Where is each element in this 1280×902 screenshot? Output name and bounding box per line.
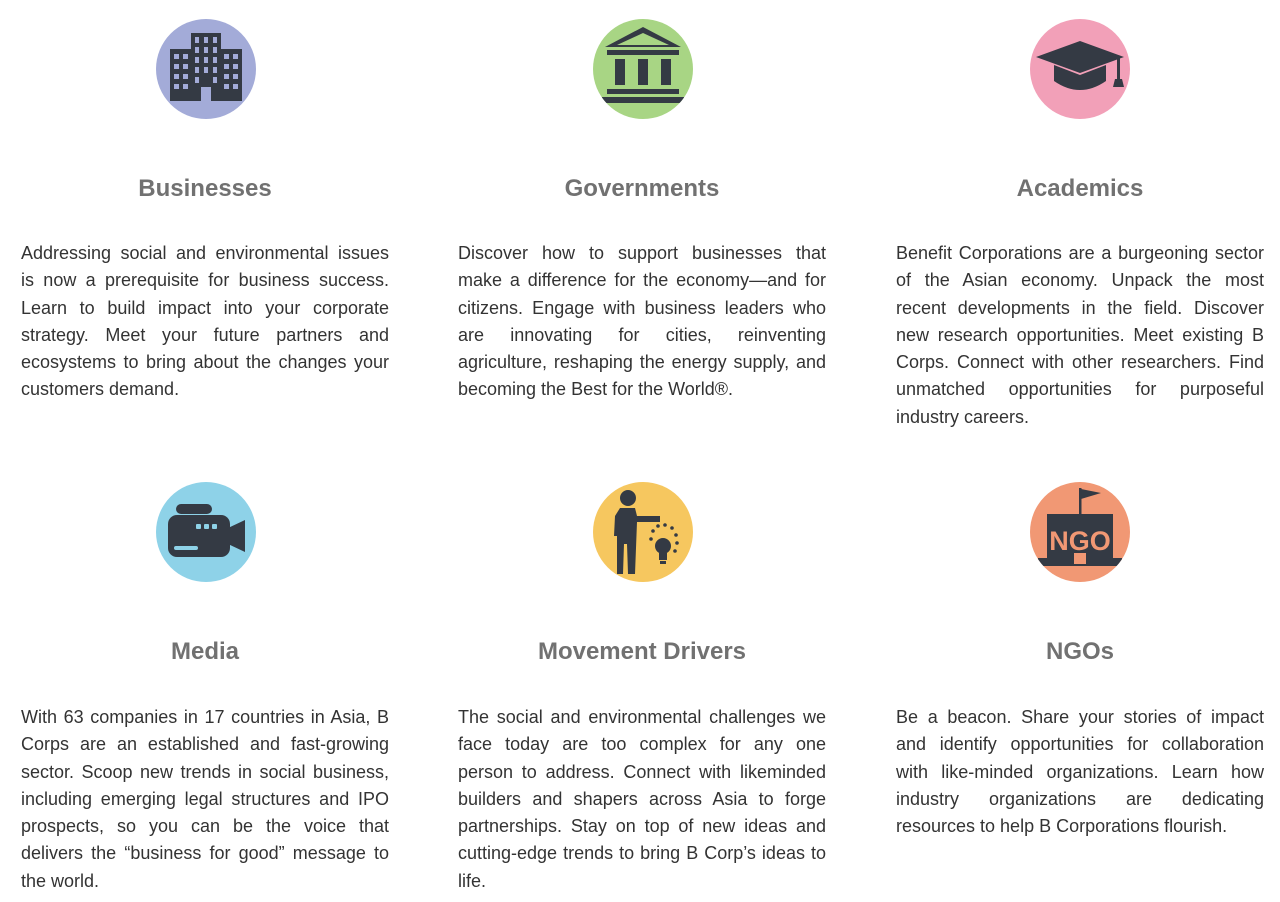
office-building-icon	[156, 19, 256, 119]
card-title: Academics	[1016, 175, 1144, 202]
card-description: With 63 companies in 17 countries in Asia, B Corps are an established and fast-growing sector. Scoop new trends in social business, including emerging legal structures and IPO prospects, so you can be the voice that delivers the “business for good” message to the world.	[21, 707, 389, 891]
card-description: Be a beacon. Share your stories of impact and identify opportunities for collaboration with like-minded organizations. Learn how industry organizations are dedicating resources to help B Corporations flourish.	[896, 707, 1264, 837]
card-description: Addressing social and environmental issues is now a prerequisite for business success. Learn to build impact into your corporate strategy. Meet your future partners and ecosystems to bring about the changes your customers demand.	[21, 243, 389, 400]
person-idea-icon	[593, 482, 693, 582]
card-title: Media	[170, 638, 239, 665]
graduation-cap-icon	[1030, 19, 1130, 119]
card-description: Benefit Corporations are a burgeoning sector of the Asian economy. Unpack the most recent developments in the field. Discover new research opportunities. Meet existing B Corps. Connect with other researchers. Find unmatched opportunities for purposeful industry careers.	[896, 243, 1264, 427]
card-description: The social and environmental challenges we face today are too complex for any one person to address. Connect with likeminded builders and shapers across Asia to forge partnerships. Stay on top of new ideas and cutting-edge trends to bring B Corp’s ideas to life.	[458, 707, 826, 891]
ngo-building-icon	[1030, 482, 1130, 582]
card-title: Governments	[564, 175, 720, 202]
card-title: NGOs	[1045, 638, 1114, 665]
card-title: Businesses	[138, 175, 272, 202]
government-building-icon	[593, 19, 693, 119]
card-description: Discover how to support businesses that make a difference for the economy—and for citizens. Engage with business leaders who are innovating for cities, reinventing agriculture, reshaping the energy supply, and becoming the Best for the World®.	[458, 243, 826, 400]
ngo-icon-label: NGO	[1049, 526, 1111, 556]
card-title: Movement Drivers	[537, 638, 747, 665]
video-camera-icon	[156, 482, 256, 582]
